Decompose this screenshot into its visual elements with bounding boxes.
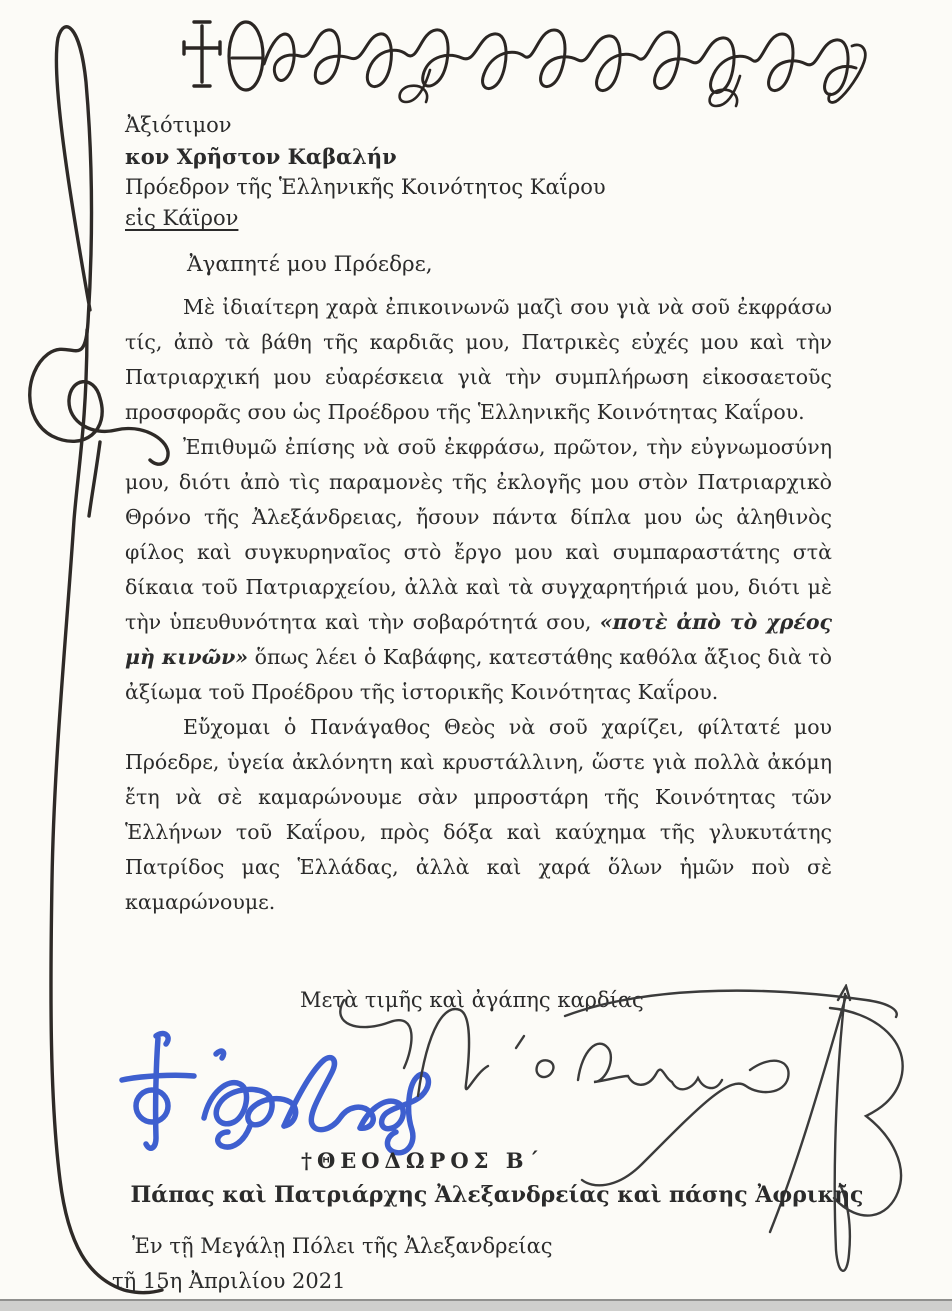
paragraph-2-text-b: ὅπως λέει ὁ Καβάφης, κατεστάθης καθόλα ἄξιος διὰ τὸ ἀξίωμα τοῦ Προέδρου τῆς ἱστορικῆς Κοινότητας Καΐρου. [125,645,832,704]
signatory-name: †ΘΕΟΔΩΡΟΣ Β΄ [300,1148,545,1173]
salutation: Ἀγαπητέ μου Πρόεδρε, [187,252,433,277]
recipient-title: Πρόεδρον τῆς Ἑλληνικῆς Κοινότητος Καΐρου [125,175,606,199]
paragraph-1 [125,290,832,430]
paragraph-2 [125,430,832,710]
paragraph-2-text-a: Ἐπιθυμῶ ἐπίσης νὰ σοῦ ἐκφράσω, πρῶτον, τὴν εὐγνωμοσύνη μου, διότι ἀπὸ τὶς παραμονὲς τῆς ἐκλογῆς μου στὸν Πατριαρχικὸ Θρόνο τῆς Ἀλεξάνδρειας, ἤσουν πάντα δίπλα μου ὡς ἀληθινὸς φίλος καὶ συγκυρηναῖος στὸ ἔργο μου καὶ συμπαραστάτης στὰ δίκαια τοῦ Πατριαρχείου, ἀλλὰ καὶ τὰ συγχαρητήριά μου, διότι μὲ τὴν ὑπευθυνότητα καὶ τὴν σοβαρότητά σου, [125,435,832,634]
paragraph-1-text: Μὲ ἰδιαίτερη χαρὰ ἐπικοινωνῶ μαζὶ σου γιὰ νὰ σοῦ ἐκφράσω τίς, ἀπὸ τὰ βάθη τῆς καρδιᾶς μου, Πατρικὲς εὐχές μου καὶ τὴν Πατριαρχική μου εὐαρέσκεια γιὰ τὴν συμπλήρωση εἰκοσαετοῦς προσφορᾶς σου ὡς Προέδρου τῆς Ἑλληνικῆς Κοινότητας Καΐρου. [125,295,832,424]
valediction: Μετὰ τιμῆς καὶ ἀγάπης καρδίας [300,988,644,1012]
paragraph-3-text: Εὔχομαι ὁ Πανάγαθος Θεὸς νὰ σοῦ χαρίζει, φίλτατέ μου Πρόεδρε, ὑγεία ἀκλόνητη καὶ κρυστάλλινη, ὥστε γιὰ πολλὰ ἀκόμη ἔτη νὰ σὲ καμαρώνουμε σὰν μπροστάρη τῆς Κοινότητας τῶν Ἑλλήνων τοῦ Καΐρου, πρὸς δόξα καὶ καύχημα τῆς γλυκυτάτης Πατρίδος μας Ἑλλάδας, ἀλλὰ καὶ χαρά ὅλων ἡμῶν ποὺ σὲ καμαρώνουμε. [125,715,832,914]
patriarchal-calligraphy-header [180,6,880,110]
recipient-address [125,110,606,234]
recipient-honorific: Ἀξιότιμον [125,113,232,137]
recipient-name: κον Χρῆστον Καβαλήν [125,144,397,169]
scan-bottom-edge [0,1299,952,1311]
letter-body [125,290,832,920]
signatory-title: Πάπας καὶ Πατριάρχης Ἀλεξανδρείας καὶ πάσης Ἀφρικῆς [130,1182,864,1208]
dateline-place: Ἐν τῇ Μεγάλῃ Πόλει τῆς Ἀλεξανδρείας [132,1234,553,1258]
signature-block [0,982,952,1311]
recipient-city: εἰς Κάϊρον [125,206,239,230]
cavafy-quote: «ποτὲ ἀπὸ τὸ χρέος μὴ κινῶν» [125,610,832,669]
stamp-text [0,982,1,983]
alexandria-blue-stamp [100,1026,470,1161]
dateline-date: τῇ 15η Ἀπριλίου 2021 [112,1269,346,1293]
paragraph-3 [125,710,832,920]
